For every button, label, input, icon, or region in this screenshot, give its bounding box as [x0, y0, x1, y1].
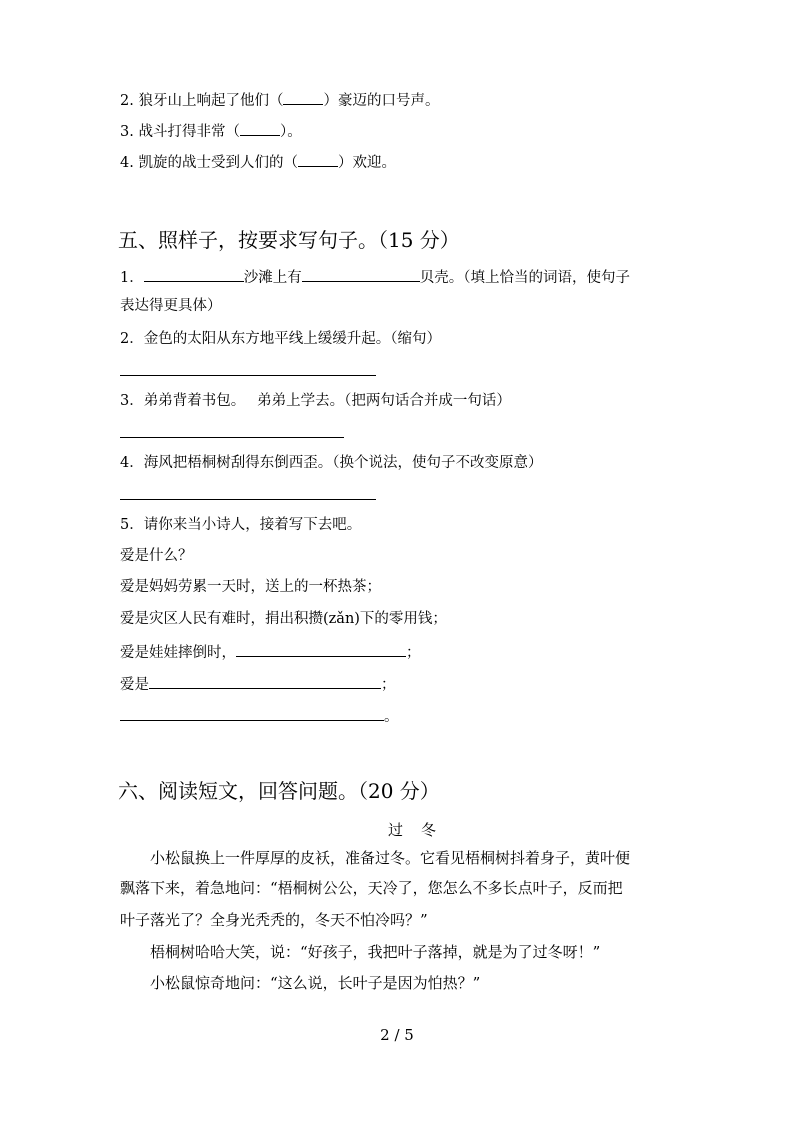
- q4-item-2: [120, 89, 439, 111]
- answer-line[interactable]: [120, 499, 376, 500]
- answer-blank[interactable]: [236, 641, 406, 657]
- answer-blank[interactable]: [149, 673, 381, 689]
- answer-blank[interactable]: [240, 120, 280, 136]
- s5-q1-num: 1．: [120, 270, 144, 286]
- poem-line-2: 爱是灾区人民有难时，捐出积攒(zǎn)下的零用钱；: [120, 611, 447, 627]
- passage-p1-c: 叶子落光了？全身光秃秃的，冬天不怕冷吗？”: [120, 911, 428, 929]
- q4-item-3-post: ）。: [279, 124, 302, 140]
- passage-p1-b: 飘落下来，着急地问：“梧桐树公公，天冷了，您怎么不多长点叶子，反而把: [120, 879, 623, 897]
- poem-line-1: 爱是妈妈劳累一天时，送上的一杯热茶；: [120, 579, 381, 595]
- poem-line-3-end: ；: [406, 645, 421, 661]
- passage-title: 过冬: [388, 821, 455, 839]
- q4-item-4-post: ）欢迎。: [337, 155, 396, 171]
- q4-item-2-post: ）豪迈的口号声。: [323, 93, 440, 109]
- s5-q1: [120, 266, 630, 288]
- page-number: 2 / 5: [380, 1026, 414, 1044]
- q4-item-3-pre: 3. 战斗打得非常（: [120, 124, 240, 140]
- poem-question: 爱是什么？: [120, 548, 193, 564]
- s5-q4: 4．海风把梧桐树刮得东倒西歪。（换个说法，使句子不改变原意）: [120, 455, 543, 471]
- poem-line-5-end: 。: [384, 709, 399, 725]
- poem-line-4-end: ；: [381, 677, 396, 693]
- answer-blank[interactable]: [144, 266, 244, 282]
- s5-q1-end: 贝壳。（填上恰当的词语，使句子: [419, 270, 630, 286]
- poem-line-4-pre: 爱是: [120, 677, 149, 693]
- s5-q1-cont: 表达得更具体）: [120, 298, 222, 314]
- passage-p3: 小松鼠惊奇地问：“这么说，长叶子是因为怕热？”: [150, 974, 481, 992]
- s5-q5: 5．请你来当小诗人，接着写下去吧。: [120, 517, 362, 533]
- poem-line-4: [120, 673, 396, 695]
- passage-p1-a: 小松鼠换上一件厚厚的皮袄，准备过冬。它看见梧桐树抖着身子，黄叶便: [150, 849, 631, 867]
- q4-item-3: [120, 120, 302, 142]
- answer-blank[interactable]: [298, 151, 338, 167]
- answer-blank[interactable]: [283, 89, 323, 105]
- q4-item-2-pre: 2. 狼牙山上响起了他们（: [120, 93, 284, 109]
- answer-line[interactable]: [120, 437, 344, 438]
- poem-line-3-pre: 爱是娃娃摔倒时，: [120, 645, 236, 661]
- poem-line-3: [120, 641, 421, 663]
- s5-q2: 2．金色的太阳从东方地平线上缓缓升起。（缩句）: [120, 331, 441, 347]
- answer-line[interactable]: [120, 375, 376, 376]
- answer-blank[interactable]: [302, 266, 420, 282]
- answer-blank[interactable]: [120, 705, 384, 721]
- poem-line-5: [120, 705, 399, 727]
- s5-q3: 3．弟弟背着书包。 弟弟上学去。（把两句话合并成一句话）: [120, 393, 511, 409]
- q4-item-4: [120, 151, 396, 173]
- s5-q1-mid: 沙滩上有: [243, 270, 302, 286]
- passage-p2: 梧桐树哈哈大笑，说：“好孩子，我把叶子落掉，就是为了过冬呀！”: [150, 943, 601, 961]
- section5-heading: 五、照样子，按要求写句子。（15 分）: [118, 228, 460, 252]
- q4-item-4-pre: 4. 凯旋的战士受到人们的（: [120, 155, 298, 171]
- section6-heading: 六、阅读短文，回答问题。（20 分）: [118, 779, 440, 803]
